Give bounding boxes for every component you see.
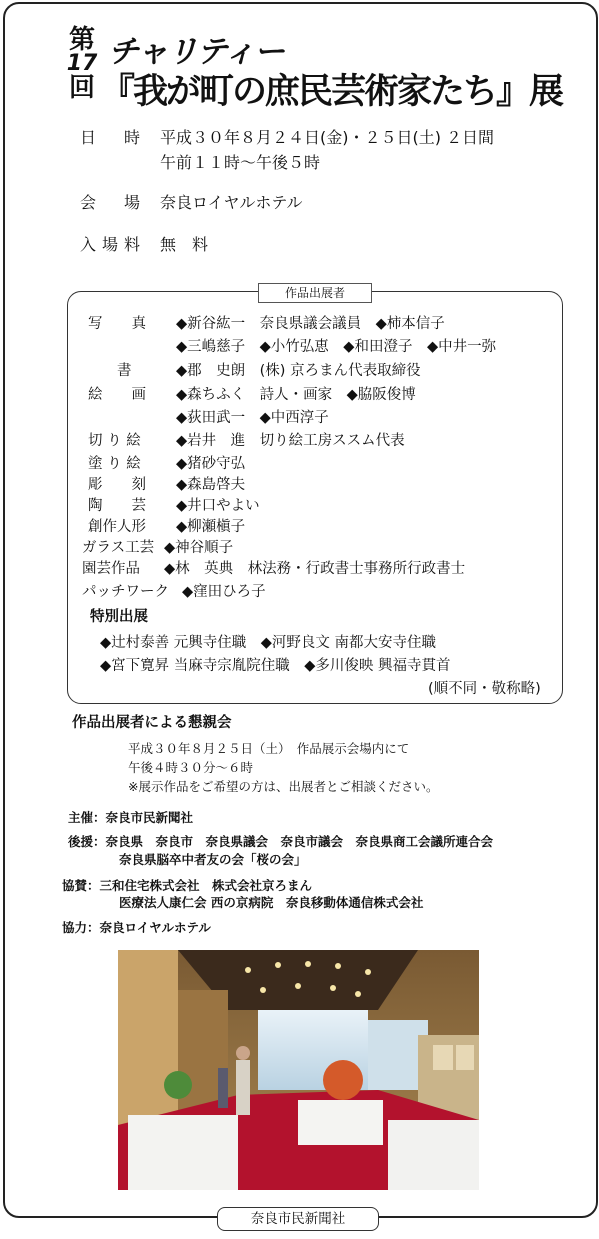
exhibitor-row: 陶 芸 ◆井口やよい	[88, 498, 260, 514]
exhibitor-row: ◆三嶋慈子 ◆小竹弘恵 ◆和田澄子 ◆中井一弥	[176, 339, 497, 355]
exhibitor-row: パッチワーク ◆窪田ひろ子	[82, 584, 266, 600]
exhibitors-header: 作品出展者	[258, 283, 372, 303]
organizer-row: 主催：奈良市民新聞社	[68, 810, 194, 825]
exhibitor-row: 彫 刻 ◆森島啓夫	[88, 477, 246, 493]
exhibitor-row: 創作人形 ◆柳瀬槇子	[88, 519, 246, 535]
exhibitor-row: 切 り 絵 ◆岩井 進 切り絵工房ススム代表	[88, 433, 405, 449]
info-label: 日 時	[80, 128, 147, 147]
exhibitor-row: 写 真 ◆新谷紘一 奈良県議会議員 ◆柿本信子	[88, 316, 445, 332]
info-label: 入場料	[80, 235, 147, 254]
info-venue	[80, 190, 303, 213]
page-title: 『我が町の庶民芸術家たち』展	[100, 72, 563, 112]
info-value: 無 料	[160, 235, 209, 254]
reception-line: 平成３０年８月２５日（土） 作品展示会場内にて	[128, 741, 410, 756]
exhibitor-row: ◆荻田武一 ◆中西淳子	[176, 410, 329, 426]
special-title: 特別出展	[90, 609, 148, 625]
cooperation-row: 協力：奈良ロイヤルホテル	[62, 920, 211, 935]
exhibition-hall-photo	[118, 950, 479, 1190]
publisher-footer: 奈良市民新聞社	[217, 1207, 379, 1231]
exhibitor-row: 絵 画 ◆森ちふく 詩人・画家 ◆脇阪俊博	[88, 387, 416, 403]
sponsor-row: 協賛：三和住宅株式会社 株式会社京ろまん	[62, 878, 313, 893]
exhibitors-note: (順不同・敬称略)	[428, 681, 541, 697]
info-time: 午前１１時〜午後５時	[160, 153, 321, 172]
info-label: 会 場	[80, 193, 147, 212]
exhibitor-row: ガラス工芸 ◆神谷順子	[82, 540, 234, 556]
edition-count: 17	[66, 51, 98, 76]
reception-title: 作品出展者による懇親会	[72, 715, 232, 731]
sponsor-row-cont: 医療法人康仁会 西の京病院 奈良移動体通信株式会社	[119, 895, 424, 910]
special-line: ◆宮下寛昇 当麻寺宗胤院住職 ◆多川俊映 興福寺貫首	[100, 658, 451, 674]
edition-number	[64, 25, 100, 103]
edition-prefix: 第	[68, 25, 95, 55]
title-subtitle: チャリティー	[108, 34, 284, 70]
supporter-row: 後援：奈良県 奈良市 奈良県議会 奈良市議会 奈良県商工会議所連合会	[68, 834, 494, 849]
info-value: 奈良ロイヤルホテル	[160, 193, 303, 212]
exhibitor-row: 園芸作品 ◆林 英典 林法務・行政書士事務所行政書士	[82, 561, 466, 577]
supporter-row-cont: 奈良県脳卒中者友の会「桜の会」	[119, 852, 307, 867]
info-value: 平成３０年８月２４日(金)・２５日(土) ２日間	[160, 128, 495, 147]
exhibitor-row: 書 ◆郡 史朗 (株) 京ろまん代表取締役	[88, 363, 421, 379]
special-line: ◆辻村泰善 元興寺住職 ◆河野良文 南都大安寺住職	[100, 635, 437, 651]
info-date	[80, 125, 494, 148]
reception-line: ※展示作品をご希望の方は、出展者とご相談ください。	[128, 779, 439, 794]
reception-line: 午後４時３０分〜６時	[128, 760, 254, 775]
info-fee	[80, 232, 208, 255]
exhibitor-row: 塗 り 絵 ◆猪砂守弘	[88, 456, 246, 472]
edition-suffix: 回	[68, 73, 95, 103]
